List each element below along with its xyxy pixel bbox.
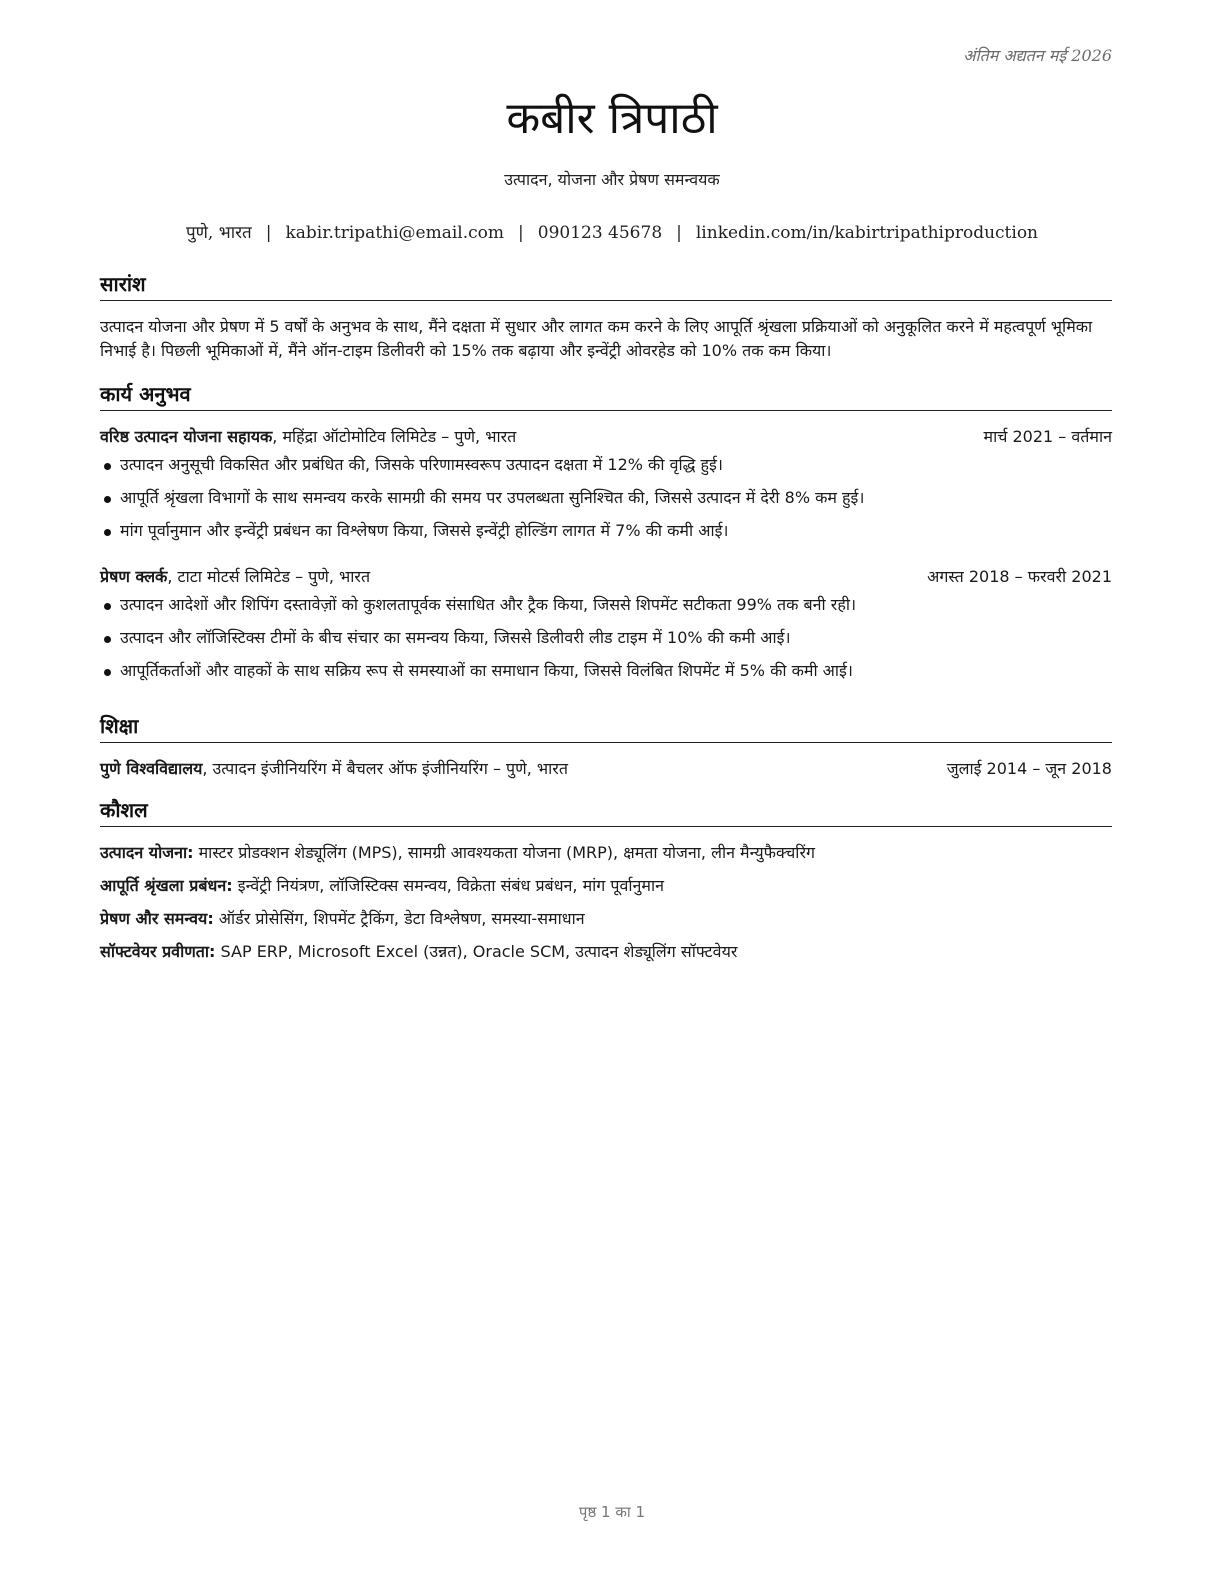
skill-label: उत्पादन योजना: [100, 843, 194, 862]
job-role: प्रेषण क्लर्क [100, 567, 168, 586]
skills-list [100, 841, 1112, 964]
experience-heading: कार्य अनुभव [100, 380, 1112, 411]
contact-separator: | [265, 223, 272, 243]
contact-email[interactable]: kabir.tripathi@email.com [285, 223, 505, 243]
education-institution-degree [100, 757, 568, 781]
skill-label: आपूर्ति श्रृंखला प्रबंधन: [100, 876, 233, 895]
job-company: , महिंद्रा ऑटोमोटिव लिमिटेड – पुणे, भारत [272, 427, 517, 446]
job-bullet: मांग पूर्वानुमान और इन्वेंट्री प्रबंधन का विश्लेषण किया, जिससे इन्वेंट्री होल्डिंग लागत में 7% की कमी आई। [100, 519, 1112, 543]
skill-value: SAP ERP, Microsoft Excel (उन्नत), Oracle SCM, उत्पादन शेड्यूलिंग सॉफ्टवेयर [215, 942, 738, 961]
job-bullet: उत्पादन और लॉजिस्टिक्स टीमों के बीच संचार का समन्वय किया, जिससे डिलीवरी लीड टाइम में 10% की कमी आई। [100, 626, 1112, 650]
summary-section [100, 270, 1112, 363]
page-number: पृष्ठ 1 का 1 [578, 1503, 646, 1521]
skill-label: प्रेषण और समन्वय: [100, 909, 214, 928]
skill-value: इन्वेंट्री नियंत्रण, लॉजिस्टिक्स समन्वय, विक्रेता संबंध प्रबंधन, मांग पूर्वानुमान [232, 876, 664, 895]
contact-separator: | [676, 223, 682, 243]
skill-row [100, 874, 1112, 898]
skill-row [100, 907, 1112, 931]
job-header [100, 425, 1112, 449]
skills-heading: कौशल [100, 796, 1112, 827]
job-bullet: आपूर्ति श्रृंखला विभागों के साथ समन्वय करके सामग्री की समय पर उपलब्धता सुनिश्चित की, जिससे उत्पादन में देरी 8% कम हुई। [100, 486, 1112, 510]
education-heading: शिक्षा [100, 712, 1112, 743]
job-header [100, 565, 1112, 589]
job-bullet: उत्पादन आदेशों और शिपिंग दस्तावेज़ों को कुशलतापूर्वक संसाधित और ट्रैक किया, जिससे शिपमेंट सटीकता 99% तक बनी रही। [100, 593, 1112, 617]
summary-text: उत्पादन योजना और प्रेषण में 5 वर्षों के अनुभव के साथ, मैंने दक्षता में सुधार और लागत कम करने के लिए आपूर्ति श्रृंखला प्रक्रियाओं को अनुकूलित करने में महत्वपूर्ण भूमिका निभाई है। पिछली भूमिकाओं में, मैंने ऑन-टाइम डिलीवरी को 15% तक बढ़ाया और इन्वेंट्री ओवरहेड को 10% तक कम किया। [100, 317, 1093, 360]
job-bullet: आपूर्तिकर्ताओं और वाहकों के साथ सक्रिय रूप से समस्याओं का समाधान किया, जिससे विलंबित शिपमेंट में 5% की कमी आई। [100, 659, 1112, 683]
skills-section [100, 796, 1112, 964]
education-entry [100, 757, 1112, 781]
job-role-company [100, 565, 370, 589]
job-role: वरिष्ठ उत्पादन योजना सहायक [100, 427, 273, 446]
experience-section [100, 380, 1112, 692]
job-entry [100, 425, 1112, 543]
job-bullet: उत्पादन अनुसूची विकसित और प्रबंधित की, जिसके परिणामस्वरूप उत्पादन दक्षता में 12% की वृद्धि हुई। [100, 453, 1112, 477]
job-company: , टाटा मोटर्स लिमिटेड – पुणे, भारत [167, 567, 371, 586]
education-dates: जुलाई 2014 – जून 2018 [946, 759, 1112, 778]
education-institution: पुणे विश्वविद्यालय [100, 759, 203, 778]
job-bullets [100, 593, 1112, 683]
contact-location: पुणे, भारत [185, 223, 252, 243]
skill-value: ऑर्डर प्रोसेसिंग, शिपमेंट ट्रैकिंग, डेटा विश्लेषण, समस्या-समाधान [213, 909, 585, 928]
contact-phone: 090123 45678 [537, 223, 663, 243]
candidate-title: उत्पादन, योजना और प्रेषण समन्वयक [504, 170, 720, 189]
education-section [100, 712, 1112, 781]
job-entry [100, 565, 1112, 683]
contact-line [0, 220, 1224, 243]
skill-label: सॉफ्टवेयर प्रवीणता: [100, 942, 216, 961]
contact-linkedin[interactable]: linkedin.com/in/kabirtripathiproduction [695, 223, 1039, 243]
contact-separator: | [518, 223, 524, 243]
job-dates: मार्च 2021 – वर्तमान [983, 427, 1112, 446]
job-dates: अगस्त 2018 – फरवरी 2021 [927, 567, 1112, 586]
candidate-name: कबीर त्रिपाठी [506, 93, 718, 144]
last-updated-note: अंतिम अद्यतन मई 2026 [963, 46, 1112, 65]
skill-row [100, 841, 1112, 865]
education-degree: , उत्पादन इंजीनियरिंग में बैचलर ऑफ इंजीनियरिंग – पुणे, भारत [202, 759, 568, 778]
skill-row [100, 940, 1112, 964]
skill-value: मास्टर प्रोडक्शन शेड्यूलिंग (MPS), सामग्री आवश्यकता योजना (MRP), क्षमता योजना, लीन मैन्युफैक्चरिंग [193, 843, 816, 862]
summary-heading: सारांश [100, 270, 1112, 301]
job-role-company [100, 425, 516, 449]
job-bullets [100, 453, 1112, 543]
